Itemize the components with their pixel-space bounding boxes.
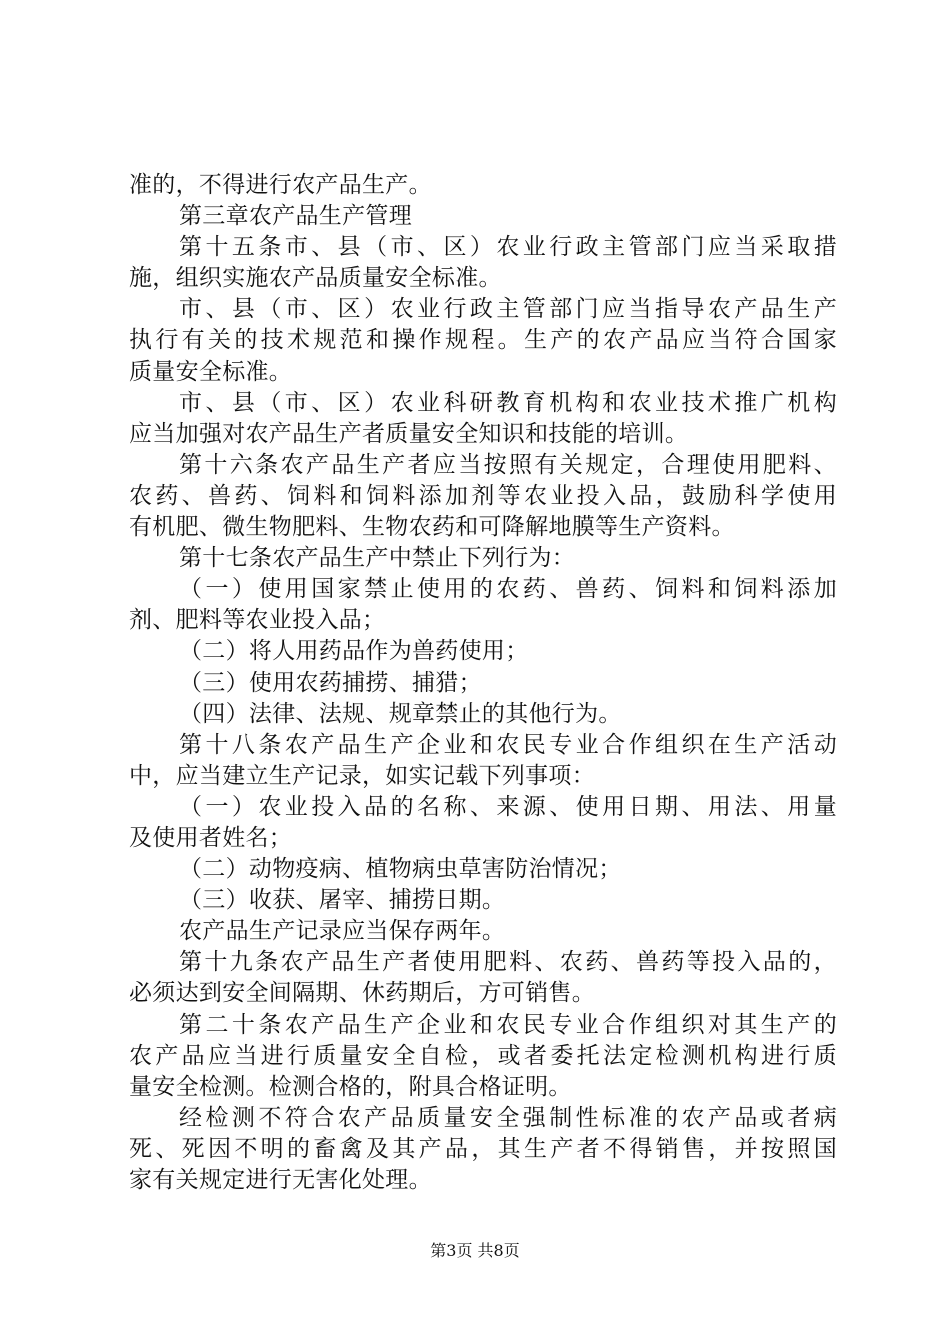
text-line: 中，应当建立生产记录，如实记载下列事项： — [129, 762, 595, 789]
text-line: 有机肥、微生物肥料、生物农药和可降解地膜等生产资料。 — [129, 514, 735, 541]
text-line: （二）动物疫病、植物病虫草害防治情况； — [179, 856, 622, 883]
text-line: 市、县（市、区）农业科研教育机构和农业技术推广机构 — [179, 389, 837, 416]
text-line: 家有关规定进行无害化处理。 — [129, 1167, 432, 1193]
text-line: 第十五条市、县（市、区）农业行政主管部门应当采取措 — [179, 234, 837, 261]
text-line: （一）农业投入品的名称、来源、使用日期、用法、用量 — [179, 793, 837, 820]
text-line: （二）将人用药品作为兽药使用； — [179, 638, 529, 665]
text-line: （一）使用国家禁止使用的农药、兽药、饲料和饲料添加 — [179, 576, 837, 603]
text-line: 第十九条农产品生产者使用肥料、农药、兽药等投入品的， — [179, 949, 837, 976]
text-line: 及使用者姓名； — [129, 824, 293, 851]
text-line: 经检测不符合农产品质量安全强制性标准的农产品或者病 — [179, 1104, 837, 1131]
text-line: 死、死因不明的畜禽及其产品，其生产者不得销售，并按照国 — [129, 1135, 837, 1162]
page-footer: 第3页 共8页 — [430, 1241, 520, 1260]
text-line: 施，组织实施农产品质量安全标准。 — [129, 265, 502, 292]
text-line: 应当加强对农产品生产者质量安全知识和技能的培训。 — [129, 420, 689, 447]
text-line: 第十七条农产品生产中禁止下列行为： — [179, 545, 576, 572]
text-line: 农产品应当进行质量安全自检，或者委托法定检测机构进行质 — [129, 1042, 837, 1069]
text-line: 第三章农产品生产管理 — [179, 203, 412, 230]
text-line: 质量安全标准。 — [129, 358, 293, 385]
text-line: （四）法律、法规、规章禁止的其他行为。 — [179, 700, 622, 727]
text-line: 必须达到安全间隔期、休药期后，方可销售。 — [129, 980, 595, 1007]
text-line: 量安全检测。检测合格的，附具合格证明。 — [129, 1073, 572, 1100]
text-line: （三）收获、屠宰、捕捞日期。 — [179, 887, 506, 914]
text-line: 农药、兽药、饲料和饲料添加剂等农业投入品，鼓励科学使用 — [129, 482, 837, 509]
text-line: 市、县（市、区）农业行政主管部门应当指导农产品生产 — [179, 296, 837, 323]
text-line: 执行有关的技术规范和操作规程。生产的农产品应当符合国家 — [129, 327, 837, 354]
text-line: 农产品生产记录应当保存两年。 — [179, 918, 506, 945]
text-line: 第十八条农产品生产企业和农民专业合作组织在生产活动 — [179, 731, 837, 758]
text-line: 第二十条农产品生产企业和农民专业合作组织对其生产的 — [179, 1011, 837, 1038]
text-line: 准的，不得进行农产品生产。 — [129, 172, 432, 198]
document-body — [129, 170, 837, 1196]
text-line: 剂、肥料等农业投入品； — [129, 607, 386, 634]
text-line: （三）使用农药捕捞、捕猎； — [179, 669, 482, 696]
text-line: 第十六条农产品生产者应当按照有关规定，合理使用肥料、 — [179, 451, 837, 478]
